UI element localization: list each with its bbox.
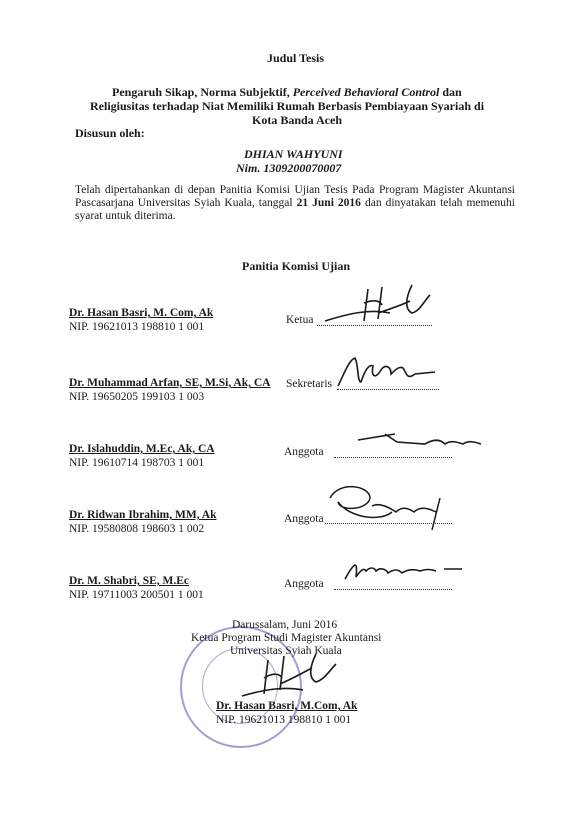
member-role: Anggota — [284, 446, 324, 458]
signature-ketua-image — [320, 283, 440, 328]
title-text-b: dan — [439, 85, 462, 99]
signature-anggota3-image — [340, 557, 470, 592]
closing-position: Ketua Program Studi Magister Akuntansi — [191, 632, 382, 644]
title-line-2: Religiusitas terhadap Niat Memiliki Rumah Berbasis Pembiayaan Syariah di — [90, 99, 485, 113]
statement-text-a: Telah dipertahankan di depan Panitia Komisi Ujian Tesis Pada Program Magister Akuntansi Pascasarjana Universitas Syiah Kuala, tanggal — [75, 184, 515, 209]
author-name: DHIAN WAHYUNI — [244, 147, 343, 161]
closing-university: Universitas Syiah Kuala — [230, 645, 342, 657]
signature-line — [334, 457, 452, 458]
member-role: Ketua — [286, 314, 314, 326]
signature-sekretaris-image — [335, 352, 445, 392]
title-line-1 — [112, 85, 462, 100]
closing-signer-nip: NIP. 19621013 198810 1 001 — [216, 714, 352, 726]
signature-anggota2-image — [320, 478, 460, 533]
disusun-label: Disusun oleh: — [75, 126, 145, 140]
signature-kaprodi-image — [238, 650, 348, 700]
committee-title: Panitia Komisi Ujian — [242, 259, 351, 273]
statement-paragraph — [75, 184, 515, 223]
statement-date: 21 Juni 2016 — [296, 197, 361, 209]
statement-text-b: dan dinyatakan telah memenuhi syarat untuk diterima. — [75, 197, 515, 222]
member-nip: NIP. 19650205 199103 1 003 — [69, 391, 205, 403]
closing-signer-name: Dr. Hasan Basri, M.Com, Ak — [216, 700, 358, 712]
title-text-italic: Perceived Behavioral Control — [292, 85, 440, 99]
author-nim: Nim. 1309200070007 — [236, 161, 342, 175]
member-nip: NIP. 19580808 198603 1 002 — [69, 523, 205, 535]
member-name: Dr. Muhammad Arfan, SE, M.Si, Ak, CA — [69, 377, 271, 389]
member-name: Dr. Ridwan Ibrahim, MM, Ak — [69, 509, 217, 521]
member-role: Sekretaris — [286, 378, 332, 390]
member-name: Dr. M. Shabri, SE, M.Ec — [69, 575, 190, 587]
doc-heading: Judul Tesis — [267, 51, 325, 65]
member-role: Anggota — [284, 513, 324, 525]
member-role: Anggota — [284, 578, 324, 590]
closing-place-date: Darussalam, Juni 2016 — [232, 619, 338, 631]
title-text-a: Pengaruh Sikap, Norma Subjektif, — [112, 85, 293, 99]
signature-anggota1-image — [355, 430, 495, 455]
member-nip: NIP. 19610714 198703 1 001 — [69, 457, 205, 469]
title-line-3: Kota Banda Aceh — [252, 113, 343, 127]
member-name: Dr. Islahuddin, M.Ec, Ak, CA — [69, 443, 215, 455]
member-nip: NIP. 19711003 200501 1 001 — [69, 589, 204, 601]
member-name: Dr. Hasan Basri, M. Com, Ak — [69, 307, 214, 319]
member-nip: NIP. 19621013 198810 1 001 — [69, 321, 205, 333]
